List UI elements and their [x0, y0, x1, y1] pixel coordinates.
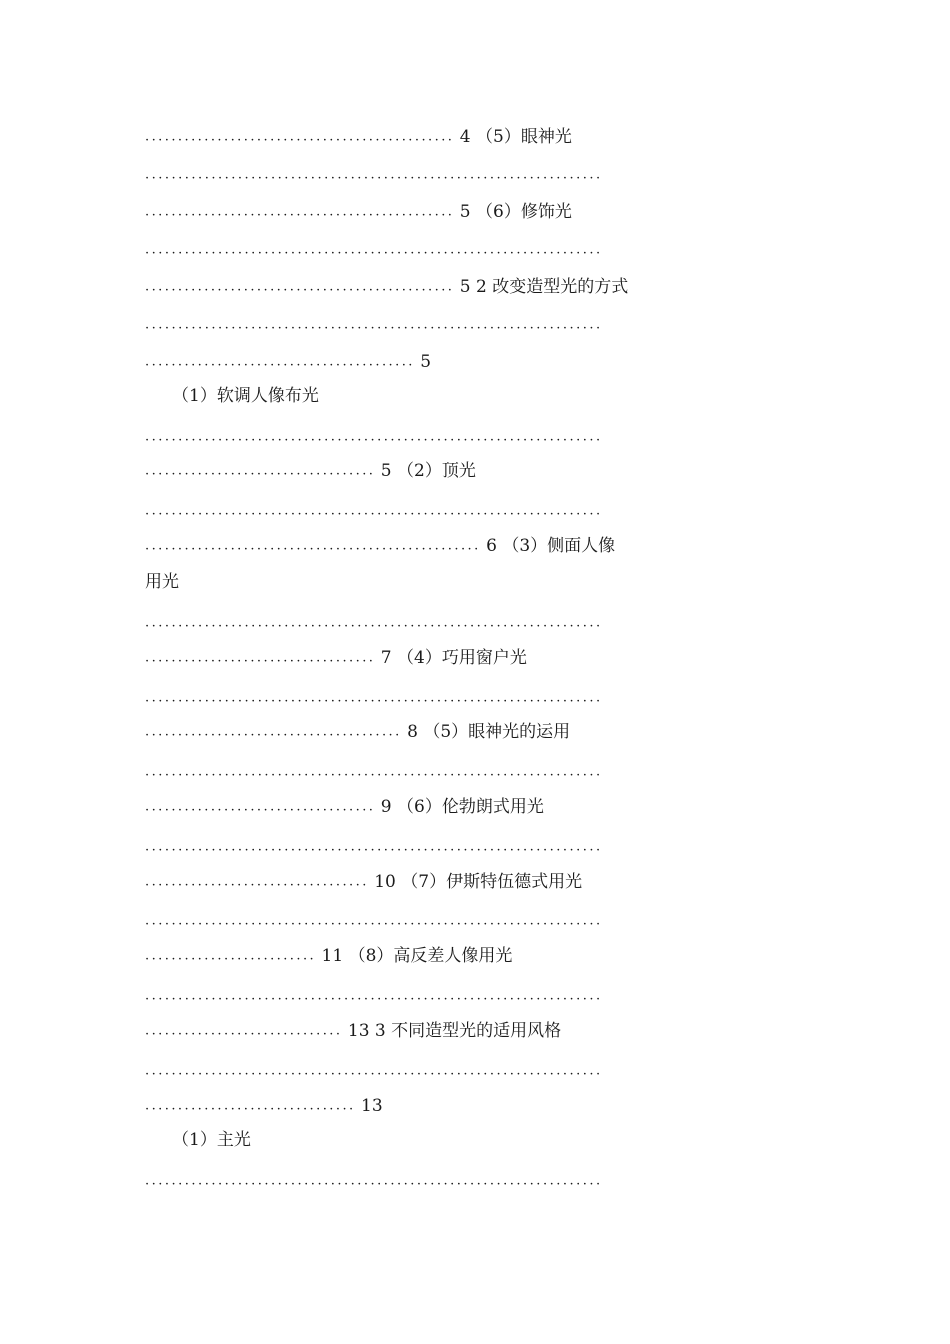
- toc-line: [145, 535, 805, 558]
- toc-line: [145, 351, 805, 374]
- toc-entry-text: 6 （3）侧面人像: [480, 536, 616, 556]
- toc-line: [172, 1129, 832, 1151]
- toc-entry-text: 5 （6）修饰光: [454, 202, 572, 222]
- toc-line: [145, 1020, 805, 1043]
- toc-leader-dots: .....................................................................: [145, 429, 603, 445]
- toc-entry-text: 4 （5）眼神光: [454, 127, 572, 147]
- toc-leader-dots: .....................................................................: [145, 690, 603, 706]
- toc-line: [145, 126, 805, 149]
- toc-line: [145, 239, 805, 262]
- toc-line: [145, 500, 805, 523]
- toc-entry-text: 用光: [145, 572, 179, 592]
- toc-leader-dots: .....................................................................: [145, 839, 603, 855]
- toc-leader-dots: .....................................................................: [145, 167, 603, 183]
- toc-line: [145, 647, 805, 670]
- toc-leader-dots: .........................................: [145, 354, 415, 370]
- toc-leader-dots: .....................................................................: [145, 764, 603, 780]
- toc-leader-dots: .......................................: [145, 724, 402, 740]
- toc-entry-text: 5 （2）顶光: [375, 461, 476, 481]
- toc-entry-text: 5: [414, 352, 432, 372]
- toc-leader-dots: ...................................: [145, 463, 376, 479]
- toc-line: [145, 721, 805, 744]
- toc-leader-dots: ..................................: [145, 874, 369, 890]
- toc-leader-dots: .....................................................................: [145, 988, 603, 1004]
- toc-line: [145, 1060, 805, 1083]
- toc-leader-dots: .....................................................................: [145, 913, 603, 929]
- toc-leader-dots: ................................: [145, 1098, 356, 1114]
- toc-line: [145, 314, 805, 337]
- toc-entry-text: 13 3 不同造型光的适用风格: [342, 1021, 562, 1041]
- toc-entry-text: 8 （5）眼神光的运用: [401, 722, 571, 742]
- toc-leader-dots: .....................................................................: [145, 503, 603, 519]
- toc-leader-dots: ...................................: [145, 799, 376, 815]
- toc-leader-dots: ...............................................: [145, 204, 455, 220]
- toc-entry-text: 11 （8）高反差人像用光: [316, 946, 513, 966]
- toc-entry-text: 9 （6）伦勃朗式用光: [375, 797, 544, 817]
- toc-leader-dots: .....................................................................: [145, 1063, 603, 1079]
- toc-entry-text: 5 2 改变造型光的方式: [454, 277, 629, 297]
- toc-leader-dots: .....................................................................: [145, 615, 603, 631]
- toc-leader-dots: .....................................................................: [145, 242, 603, 258]
- toc-line: [145, 1095, 805, 1118]
- toc-leader-dots: ...............................................: [145, 129, 455, 145]
- toc-line: [145, 687, 805, 710]
- toc-line: [145, 796, 805, 819]
- toc-line: [145, 761, 805, 784]
- toc-leader-dots: .....................................................................: [145, 1173, 603, 1189]
- toc-leader-dots: .....................................................................: [145, 317, 603, 333]
- toc-entry-text: 7 （4）巧用窗户光: [375, 648, 527, 668]
- toc-line: [145, 910, 805, 933]
- toc-line: [145, 836, 805, 859]
- toc-leader-dots: ...................................................: [145, 538, 481, 554]
- toc-entry-text: 10 （7）伊斯特伍德式用光: [368, 872, 583, 892]
- toc-entry-text: 13: [355, 1096, 383, 1116]
- toc-line: [145, 1170, 805, 1193]
- toc-line: [145, 201, 805, 224]
- toc-line: [145, 426, 805, 449]
- toc-leader-dots: ..........................: [145, 948, 317, 964]
- toc-line: [145, 871, 805, 894]
- toc-entry-text: （1）主光: [172, 1130, 251, 1150]
- toc-line: [145, 164, 805, 187]
- toc-leader-dots: ...................................: [145, 650, 376, 666]
- toc-entry-text: （1）软调人像布光: [172, 386, 319, 406]
- toc-line: [145, 460, 805, 483]
- toc-line: [145, 276, 805, 299]
- toc-leader-dots: ..............................: [145, 1023, 343, 1039]
- toc-line: [172, 385, 832, 407]
- toc-line: [145, 612, 805, 635]
- toc-leader-dots: ...............................................: [145, 279, 455, 295]
- toc-line: [145, 985, 805, 1008]
- toc-line: [145, 945, 805, 968]
- toc-line: [145, 571, 805, 593]
